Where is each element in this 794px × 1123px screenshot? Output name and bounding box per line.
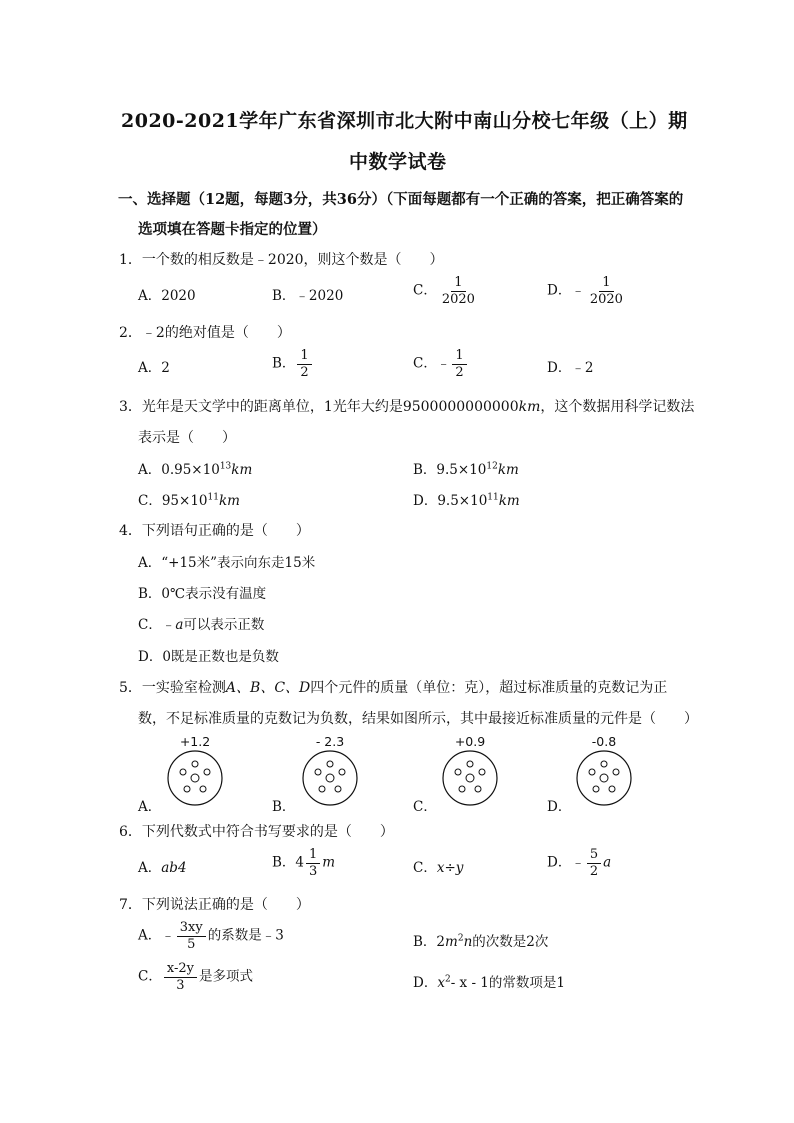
question-7-option-d: D．$x^2-$ x - 1的常数项是1 [413,974,565,991]
section-heading-line1: 一、选择题（12题，每题3分，共36分）（下面每题都有一个正确的答案，把正确答案的 [118,191,684,208]
question-4-option-a: A．“+15米”表示向东走15米 [138,555,316,571]
question-6-option-b: B．4 $\frac{1}{3}$ m [272,847,336,879]
question-7-option-a: A．﹣ $\frac{3xy}{5}$ 的系数是﹣3 [138,920,284,952]
question-3-option-b: B．$9.5\times 10^{12}km$ [413,461,519,478]
question-1-option-c: C． $\frac{1}{2020}$ [413,276,480,306]
fraction: $\frac{3xy}{5}$ [177,921,206,951]
question-4-option-b: B．0℃表示没有温度 [138,586,267,602]
component-d-icon [574,748,634,808]
question-4-option-c: C．﹣a可以表示正数 [138,617,265,633]
question-1-stem: 1．一个数的相反数是﹣2020，则这个数是（ ） [119,252,444,268]
question-6-option-a: A．ab4 [138,860,187,876]
question-3-stem-line2: 表示是（ ） [138,430,236,446]
question-1-option-d: D．﹣ $\frac{1}{2020}$ [547,276,628,306]
page-title-line1: 2020-2021学年广东省深圳市北大附中南山分校七年级（上）期 [121,110,688,132]
fraction: $\frac{x-2y}{3}$ [164,962,197,992]
question-3-option-c: C．$95\times 10^{11}km$ [138,492,240,509]
fraction: $\frac{1}{3}$ [306,848,320,878]
component-c-value: +0.9 [454,734,486,749]
component-a-label: A． [138,799,162,815]
question-7-option-c: C． $\frac{x-2y}{3}$ 是多项式 [138,961,253,993]
fraction: $\frac{5}{2}$ [587,848,601,878]
component-b-icon [300,748,360,808]
question-2-option-c: C．﹣ $\frac{1}{2}$ [413,349,469,379]
component-d-label: D． [547,799,572,815]
question-6-option-d: D．﹣ $\frac{5}{2}$ a [547,847,612,879]
question-7-stem: 7．下列说法正确的是（ ） [119,897,310,913]
question-4-option-d: D．0既是正数也是负数 [138,649,279,665]
component-c-label: C． [413,799,437,815]
component-c-icon [440,748,500,808]
component-b-value: - 2.3 [315,734,345,749]
question-3-option-d: D．$9.5\times 10^{11}km$ [413,492,520,509]
section-heading-line2: 选项填在答题卡指定的位置） [138,221,327,238]
question-2-option-d: D．﹣2 [547,360,594,376]
question-6-option-c: C．x÷y [413,860,464,876]
question-2-option-a: A．2 [138,360,170,376]
question-1-option-a: A．2020 [138,288,196,304]
fraction: $\frac{1}{2020}$ [589,275,623,307]
question-2-option-b: B． $\frac{1}{2}$ [272,349,314,379]
component-a-icon [165,748,225,808]
component-d-value: -0.8 [591,734,617,749]
question-5-stem-line2: 数，不足标准质量的克数记为负数，结果如图所示，其中最接近标准质量的元件是（ ） [138,711,698,727]
question-7-option-b: B．$2m^2n$的次数是2次 [413,933,549,950]
component-a-value: +1.2 [179,734,211,749]
fraction: $\frac{1}{2}$ [297,349,311,379]
page-title-line2: 中数学试卷 [349,151,447,173]
question-1-option-b: B．﹣2020 [272,288,344,304]
question-3-option-a: A．$0.95\times 10^{13}km$ [138,461,253,478]
question-3-stem-line1: 3．光年是天文学中的距离单位，1光年大约是9500000000000km，这个数据用科学记数法 [119,399,695,415]
question-4-stem: 4．下列语句正确的是（ ） [119,523,310,539]
question-5-stem-line1: 5．一实验室检测A、B、C、D四个元件的质量（单位：克），超过标准质量的克数记为正 [119,680,668,696]
fraction: $\frac{1}{2020}$ [441,275,475,307]
fraction: $\frac{1}{2}$ [452,349,466,379]
question-2-stem: 2．﹣2的绝对值是（ ） [119,325,291,341]
component-b-label: B． [272,799,296,815]
question-6-stem: 6．下列代数式中符合书写要求的是（ ） [119,824,394,840]
